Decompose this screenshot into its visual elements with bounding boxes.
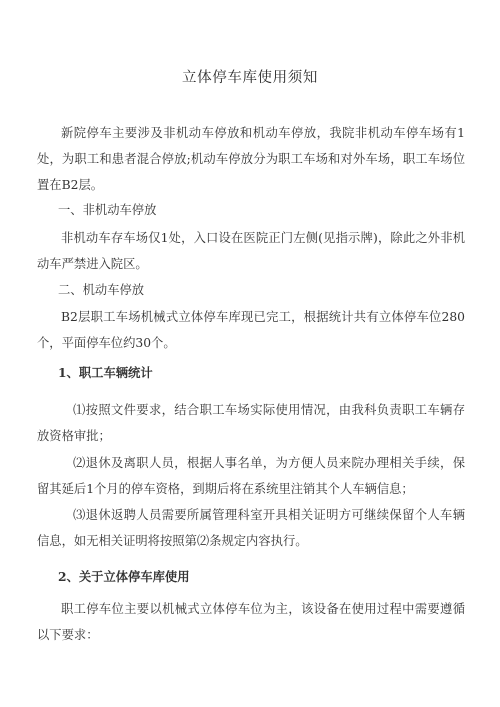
list-item-3: ⑶退休返聘人员需要所属管理科室开具相关证明方可继续保留个人车辆信息，如无相关证明将按照第⑵条规定内容执行。 [37,508,465,548]
list-item-1: ⑴按照文件要求，结合职工车场实际使用情况，由我科负责职工车辆存放资格审批； [37,403,465,443]
subheading-staff-vehicle-stats: 1、职工车辆统计 [58,365,153,380]
section-heading-non-motor: 一、非机动车停放 [58,203,157,217]
list-item-2: ⑵退休及离职人员，根据人事名单，为方便人员来院办理相关手续，保留其延后1个月的停车资格，到期后将在系统里注销其个人车辆信息； [37,456,465,496]
non-motor-paragraph: 非机动车存车场仅1处，入口设在医院正门左侧(见指示牌)，除此之外非机动车严禁进入院区。 [37,231,465,271]
section-heading-motor: 二、机动车停放 [58,283,145,297]
document-title: 立体停车库使用须知 [182,70,318,86]
garage-usage-paragraph: 职工停车位主要以机械式立体停车位为主，该设备在使用过程中需要遵循以下要求： [37,602,465,642]
subheading-garage-usage: 2、关于立体停车库使用 [58,569,190,584]
motor-paragraph: B2层职工车场机械式立体停车库现已完工，根据统计共有立体停车位280个，平面停车位约30个。 [37,310,465,350]
intro-paragraph: 新院停车主要涉及非机动车停放和机动车停放，我院非机动车停车场有1处，为职工和患者混合停放;机动车停放分为职工车场和对外车场，职工车场位置在B2层。 [37,126,465,192]
